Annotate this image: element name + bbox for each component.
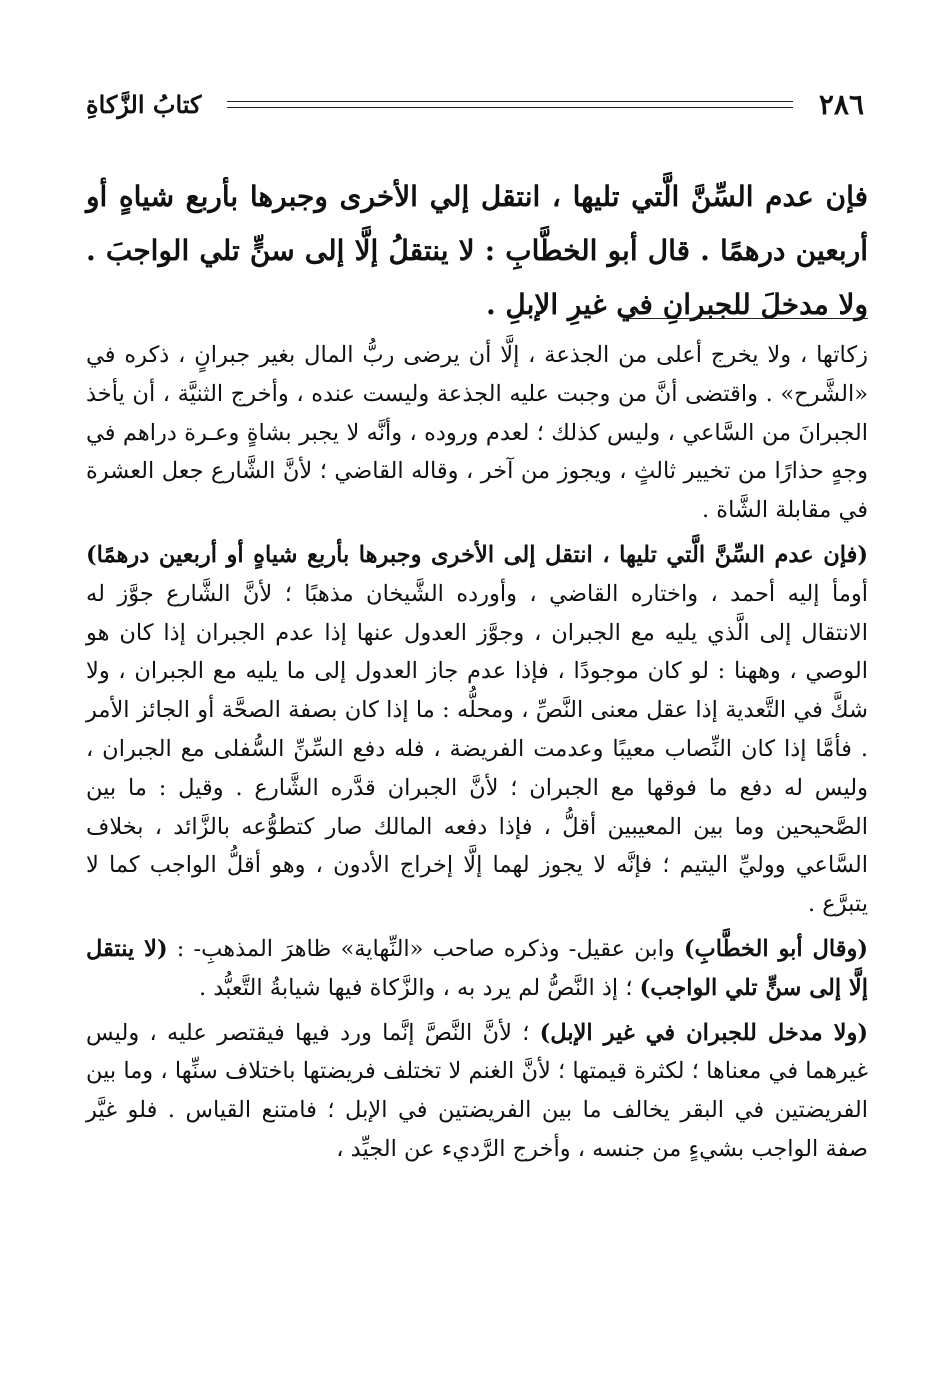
header-rule	[227, 101, 792, 108]
page-header	[86, 84, 864, 124]
commentary-text: ؛ إذ النَّصُّ لم يرد به ، والزَّكاة فيها شيابةُ التَّعبُّد .	[198, 974, 640, 1001]
quoted-matn: (ولا مدخل للجبران في غير الإبل)	[539, 1019, 869, 1046]
commentary-paragraph-4	[86, 1014, 868, 1169]
commentary	[86, 336, 868, 1169]
quoted-matn: (لا ينتقل إلَّا إلى سنٍّ تلي الواجب)	[86, 935, 868, 1001]
footnote-divider	[626, 318, 868, 319]
page-number: ٢٨٦	[818, 87, 864, 121]
commentary-text: أومأ إليه أحمد ، واختاره القاضي ، وأورده الشَّيخان مذهبًا ؛ لأنَّ الشَّارع جوَّز له الانتقال إلى الَّذي يليه مع الجبران ، وجوَّز العدول عنها إذا عدم الجبران إذا كان هو الوصي ، وههنا : لو كان موجودًا ، فإذا عدم جاز العدول إلى ما يليه مع الجبران ، ولا شكَّ في التَّعدية إذا عقل معنى النَّصِّ ، ومحلُّه : ما إذا كان بصفة الصحَّة أو الجائز الأمر . فأمَّا إذا كان النِّصاب معيبًا وعدمت الفريضة ، فله دفع السِّنِّ السُّفلى مع الجبران ، وليس له دفع ما فوقها مع الجبران ؛ لأنَّ الجبران قدَّره الشَّارع . وقيل : ما بين الصَّحيحين وما بين المعيبين أقلُّ ، فإذا دفعه المالك صار كتطوُّعه بالزَّائد ، بخلاف السَّاعي ووليِّ اليتيم ؛ فإنَّه لا يجوز لهما إلَّا إخراج الأدون ، وهو أقلُّ الواجب كما لا يتبرَّع .	[86, 580, 868, 918]
commentary-text: ؛ لأنَّ النَّصَّ إنَّما ورد فيها فيقتصر عليه ، وليس غيرهما في معناها ؛ لكثرة قيمتها ؛ لأنَّ الغنم لا تختلف فريضتها باختلاف سنِّها ، وما بين الفريضتين في البقر يخالف ما بين الفريضتين في الإبل ؛ فامتنع القياس . فلو غيَّر صفة الواجب بشيءٍ من جنسه ، وأخرج الرَّديء عن الجيِّد ،	[86, 1019, 868, 1162]
quoted-matn: (فإن عدم السِّنَّ الَّتي تليها ، انتقل إلى الأخرى وجبرها بأربع شياهٍ أو أربعين درهمًا)	[86, 541, 868, 568]
commentary-paragraph-3	[86, 930, 868, 1008]
commentary-text: وابن عقيل- وذكره صاحب «النِّهاية» ظاهرَ المذهبِ- :	[167, 935, 684, 962]
book-title: كتابُ الزَّكاةِ	[86, 89, 202, 119]
commentary-paragraph-1: زكاتها ، ولا يخرج أعلى من الجذعة ، إلَّا أن يرضى ربُّ المال بغير جبرانٍ ، ذكره في «الشَّرح» . واقتضى أنَّ من وجبت عليه الجذعة وليست عنده ، وأخرج الثنيَّة ، أن يأخذ الجبرانَ من السَّاعي ، وليس كذلك ؛ لعدم وروده ، وأنَّه لا يجبر بشاةٍ وع‍ـرة دراهم في وجهٍ حذارًا من تخيير ثالثٍ ، ويجوز من آخر ، وقاله القاضي ؛ لأنَّ الشَّارع جعل العشرة في مقابلة الشَّاة .	[86, 342, 868, 524]
commentary-paragraph-2	[86, 536, 868, 924]
main-text: فإن عدم السِّنَّ الَّتي تليها ، انتقل إلي الأخرى وجبرها بأربع شياهٍ أو أربعين درهمًا . قال أبو الخطَّابِ : لا ينتقلُ إلَّا إلى سنٍّ تلي الواجبَ . ولا مدخلَ للجبرانِ في غيرِ الإبلِ .	[86, 180, 868, 321]
quoted-matn: (وقال أبو الخطَّابِ)	[683, 935, 869, 962]
